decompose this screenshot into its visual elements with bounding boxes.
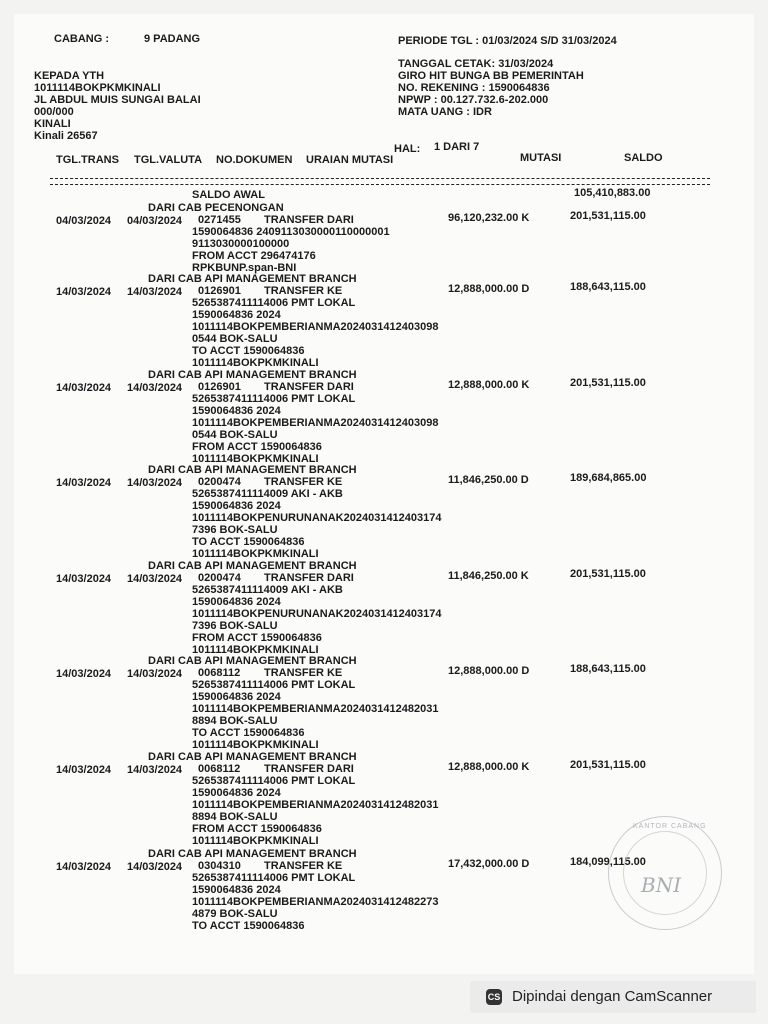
tgl-valuta: 14/03/2024 <box>127 573 183 585</box>
saldo-awal-label: SALDO AWAL <box>192 189 265 201</box>
transaction-type: TRANSFER DARI <box>264 214 354 226</box>
mutasi-amount: 96,120,232.00 K <box>448 212 530 224</box>
no-dokumen: 0126901 <box>198 285 241 297</box>
tgl-trans: 14/03/2024 <box>56 382 112 394</box>
saldo-amount: 188,643,115.00 <box>570 663 646 675</box>
col-saldo: SALDO <box>624 152 663 164</box>
tgl-trans: 14/03/2024 <box>56 668 112 680</box>
mutasi-amount: 12,888,000.00 K <box>448 761 530 773</box>
col-mutasi: MUTASI <box>520 152 562 164</box>
transaction-detail: 1011114BOKPEMBERIANMA2024031412482031 <box>192 703 439 715</box>
transaction-detail: TO ACCT 1590064836 <box>192 727 305 739</box>
transaction-detail: 1011114BOKPKMKINALI <box>192 644 319 656</box>
transaction-type: TRANSFER KE <box>264 476 343 488</box>
transaction-detail: 1590064836 2024 <box>192 884 281 896</box>
transaction-detail: 4879 BOK-SALU <box>192 908 278 920</box>
saldo-amount: 189,684,865.00 <box>570 472 647 484</box>
transaction-detail: TO ACCT 1590064836 <box>192 920 305 932</box>
dari-cab: DARI CAB API MANAGEMENT BRANCH <box>148 655 357 667</box>
col-tgl-valuta: TGL.VALUTA <box>134 154 203 166</box>
tgl-valuta: 14/03/2024 <box>127 477 183 489</box>
transaction-detail: 5265387411114006 PMT LOKAL <box>192 679 356 691</box>
tgl-valuta: 04/03/2024 <box>127 215 183 227</box>
transaction-detail: 1011114BOKPEMBERIANMA2024031412482031 <box>192 799 439 811</box>
transaction-detail: FROM ACCT 1590064836 <box>192 632 322 644</box>
transaction-detail: 1590064836 2024 <box>192 309 281 321</box>
transaction-detail: 0544 BOK-SALU <box>192 333 278 345</box>
transaction-detail: 8894 BOK-SALU <box>192 811 278 823</box>
transaction-type: TRANSFER DARI <box>264 763 354 775</box>
dari-cab: DARI CAB API MANAGEMENT BRANCH <box>148 560 357 572</box>
transaction-detail: TO ACCT 1590064836 <box>192 536 305 548</box>
tgl-trans: 14/03/2024 <box>56 861 112 873</box>
dari-cab: DARI CAB API MANAGEMENT BRANCH <box>148 369 357 381</box>
no-dokumen: 0271455 <box>198 214 241 226</box>
transaction-detail: 1011114BOKPENURUNANAK2024031412403174 <box>192 512 442 524</box>
periode: PERIODE TGL : 01/03/2024 S/D 31/03/2024 <box>398 35 617 47</box>
hal-label: HAL: <box>394 143 421 155</box>
transaction-detail: FROM ACCT 1590064836 <box>192 823 322 835</box>
cabang-value: 9 PADANG <box>144 33 201 45</box>
scanner-watermark <box>470 981 756 1013</box>
transaction-detail: 5265387411114009 AKI - AKB <box>192 488 343 500</box>
addressee-line: KEPADA YTH <box>34 70 105 82</box>
transaction-detail: 1590064836 2409113030000110000001 <box>192 226 390 238</box>
transaction-detail: 1590064836 2024 <box>192 596 281 608</box>
transaction-detail: 0544 BOK-SALU <box>192 429 278 441</box>
transaction-detail: 1011114BOKPKMKINALI <box>192 548 319 560</box>
col-no-dokumen: NO.DOKUMEN <box>216 154 293 166</box>
no-dokumen: 0068112 <box>198 667 241 679</box>
transaction-detail: 1011114BOKPKMKINALI <box>192 739 319 751</box>
tgl-valuta: 14/03/2024 <box>127 861 183 873</box>
addressee-line: JL ABDUL MUIS SUNGAI BALAI <box>34 94 201 106</box>
transaction-detail: 7396 BOK-SALU <box>192 524 278 536</box>
tgl-trans: 14/03/2024 <box>56 286 112 298</box>
hal-value: 1 DARI 7 <box>434 141 480 153</box>
addressee-line: 1011114BOKPKMKINALI <box>34 82 161 94</box>
scanner-text: Dipindai dengan CamScanner <box>512 988 713 1005</box>
bni-logo: BNI <box>641 873 682 897</box>
stamp-ring-text: KANTOR CABANG <box>633 823 707 830</box>
saldo-awal-value: 105,410,883.00 <box>574 187 651 199</box>
transaction-detail: 1590064836 2024 <box>192 691 281 703</box>
account-info-line: GIRO HIT BUNGA BB PEMERINTAH <box>398 70 584 82</box>
transaction-detail: 5265387411114006 PMT LOKAL <box>192 775 356 787</box>
transaction-detail: 1011114BOKPEMBERIANMA2024031412403098 <box>192 321 439 333</box>
transaction-detail: 7396 BOK-SALU <box>192 620 278 632</box>
col-uraian: URAIAN MUTASI <box>306 154 394 166</box>
transaction-detail: 5265387411114006 PMT LOKAL <box>192 393 356 405</box>
account-info-line: NPWP : 00.127.732.6-202.000 <box>398 94 549 106</box>
tgl-valuta: 14/03/2024 <box>127 764 183 776</box>
transaction-detail: 1011114BOKPKMKINALI <box>192 357 319 369</box>
saldo-amount: 184,099,115.00 <box>570 856 646 868</box>
no-dokumen: 0200474 <box>198 572 241 584</box>
transaction-detail: 5265387411114009 AKI - AKB <box>192 584 343 596</box>
mutasi-amount: 11,846,250.00 K <box>448 570 529 582</box>
transaction-detail: 5265387411114006 PMT LOKAL <box>192 872 356 884</box>
account-info-line: TANGGAL CETAK: 31/03/2024 <box>398 58 554 70</box>
saldo-amount: 201,531,115.00 <box>570 568 646 580</box>
tgl-trans: 04/03/2024 <box>56 215 112 227</box>
mutasi-amount: 12,888,000.00 D <box>448 283 530 295</box>
transaction-detail: 1590064836 2024 <box>192 787 281 799</box>
tgl-valuta: 14/03/2024 <box>127 286 183 298</box>
addressee-line: Kinali 26567 <box>34 130 98 142</box>
transaction-type: TRANSFER KE <box>264 860 343 872</box>
transaction-detail: FROM ACCT 1590064836 <box>192 441 322 453</box>
dari-cab: DARI CAB API MANAGEMENT BRANCH <box>148 464 357 476</box>
addressee-line: 000/000 <box>34 106 74 118</box>
bank-stamp <box>608 816 722 930</box>
transaction-type: TRANSFER KE <box>264 667 343 679</box>
transaction-type: TRANSFER DARI <box>264 572 354 584</box>
saldo-amount: 201,531,115.00 <box>570 377 646 389</box>
transaction-detail: 1590064836 2024 <box>192 500 281 512</box>
saldo-amount: 201,531,115.00 <box>570 759 646 771</box>
transaction-detail: 1011114BOKPENURUNANAK2024031412403174 <box>192 608 442 620</box>
transaction-detail: 1590064836 2024 <box>192 405 281 417</box>
dari-cab: DARI CAB API MANAGEMENT BRANCH <box>148 273 357 285</box>
mutasi-amount: 11,846,250.00 D <box>448 474 529 486</box>
transaction-detail: 9113030000100000 <box>192 238 290 250</box>
account-info-line: NO. REKENING : 1590064836 <box>398 82 550 94</box>
transaction-detail: 5265387411114006 PMT LOKAL <box>192 297 356 309</box>
saldo-amount: 201,531,115.00 <box>570 210 646 222</box>
no-dokumen: 0200474 <box>198 476 241 488</box>
transaction-type: TRANSFER DARI <box>264 381 354 393</box>
addressee-line: KINALI <box>34 118 71 130</box>
header-divider <box>50 178 710 185</box>
tgl-valuta: 14/03/2024 <box>127 382 183 394</box>
dari-cab: DARI CAB API MANAGEMENT BRANCH <box>148 848 357 860</box>
transaction-detail: 8894 BOK-SALU <box>192 715 278 727</box>
transaction-detail: 1011114BOKPEMBERIANMA2024031412482273 <box>192 896 439 908</box>
transaction-detail: 1011114BOKPKMKINALI <box>192 453 319 465</box>
col-tgl-trans: TGL.TRANS <box>56 154 119 166</box>
transaction-type: TRANSFER KE <box>264 285 343 297</box>
tgl-trans: 14/03/2024 <box>56 764 112 776</box>
account-info-line: MATA UANG : IDR <box>398 106 492 118</box>
mutasi-amount: 12,888,000.00 D <box>448 665 530 677</box>
dari-cab: DARI CAB API MANAGEMENT BRANCH <box>148 751 357 763</box>
tgl-trans: 14/03/2024 <box>56 477 112 489</box>
no-dokumen: 0126901 <box>198 381 241 393</box>
no-dokumen: 0304310 <box>198 860 241 872</box>
saldo-amount: 188,643,115.00 <box>570 281 646 293</box>
transaction-detail: FROM ACCT 296474176 <box>192 250 316 262</box>
dari-cab: DARI CAB PECENONGAN <box>148 202 284 214</box>
tgl-valuta: 14/03/2024 <box>127 668 183 680</box>
transaction-detail: TO ACCT 1590064836 <box>192 345 305 357</box>
transaction-detail: 1011114BOKPKMKINALI <box>192 835 319 847</box>
camscanner-icon: CS <box>486 989 502 1005</box>
mutasi-amount: 12,888,000.00 K <box>448 379 530 391</box>
mutasi-amount: 17,432,000.00 D <box>448 858 530 870</box>
cabang-label: CABANG : <box>54 33 109 45</box>
transaction-detail: RPKBUNP.span-BNI <box>192 262 297 274</box>
transaction-detail: 1011114BOKPEMBERIANMA2024031412403098 <box>192 417 439 429</box>
no-dokumen: 0068112 <box>198 763 241 775</box>
tgl-trans: 14/03/2024 <box>56 573 112 585</box>
